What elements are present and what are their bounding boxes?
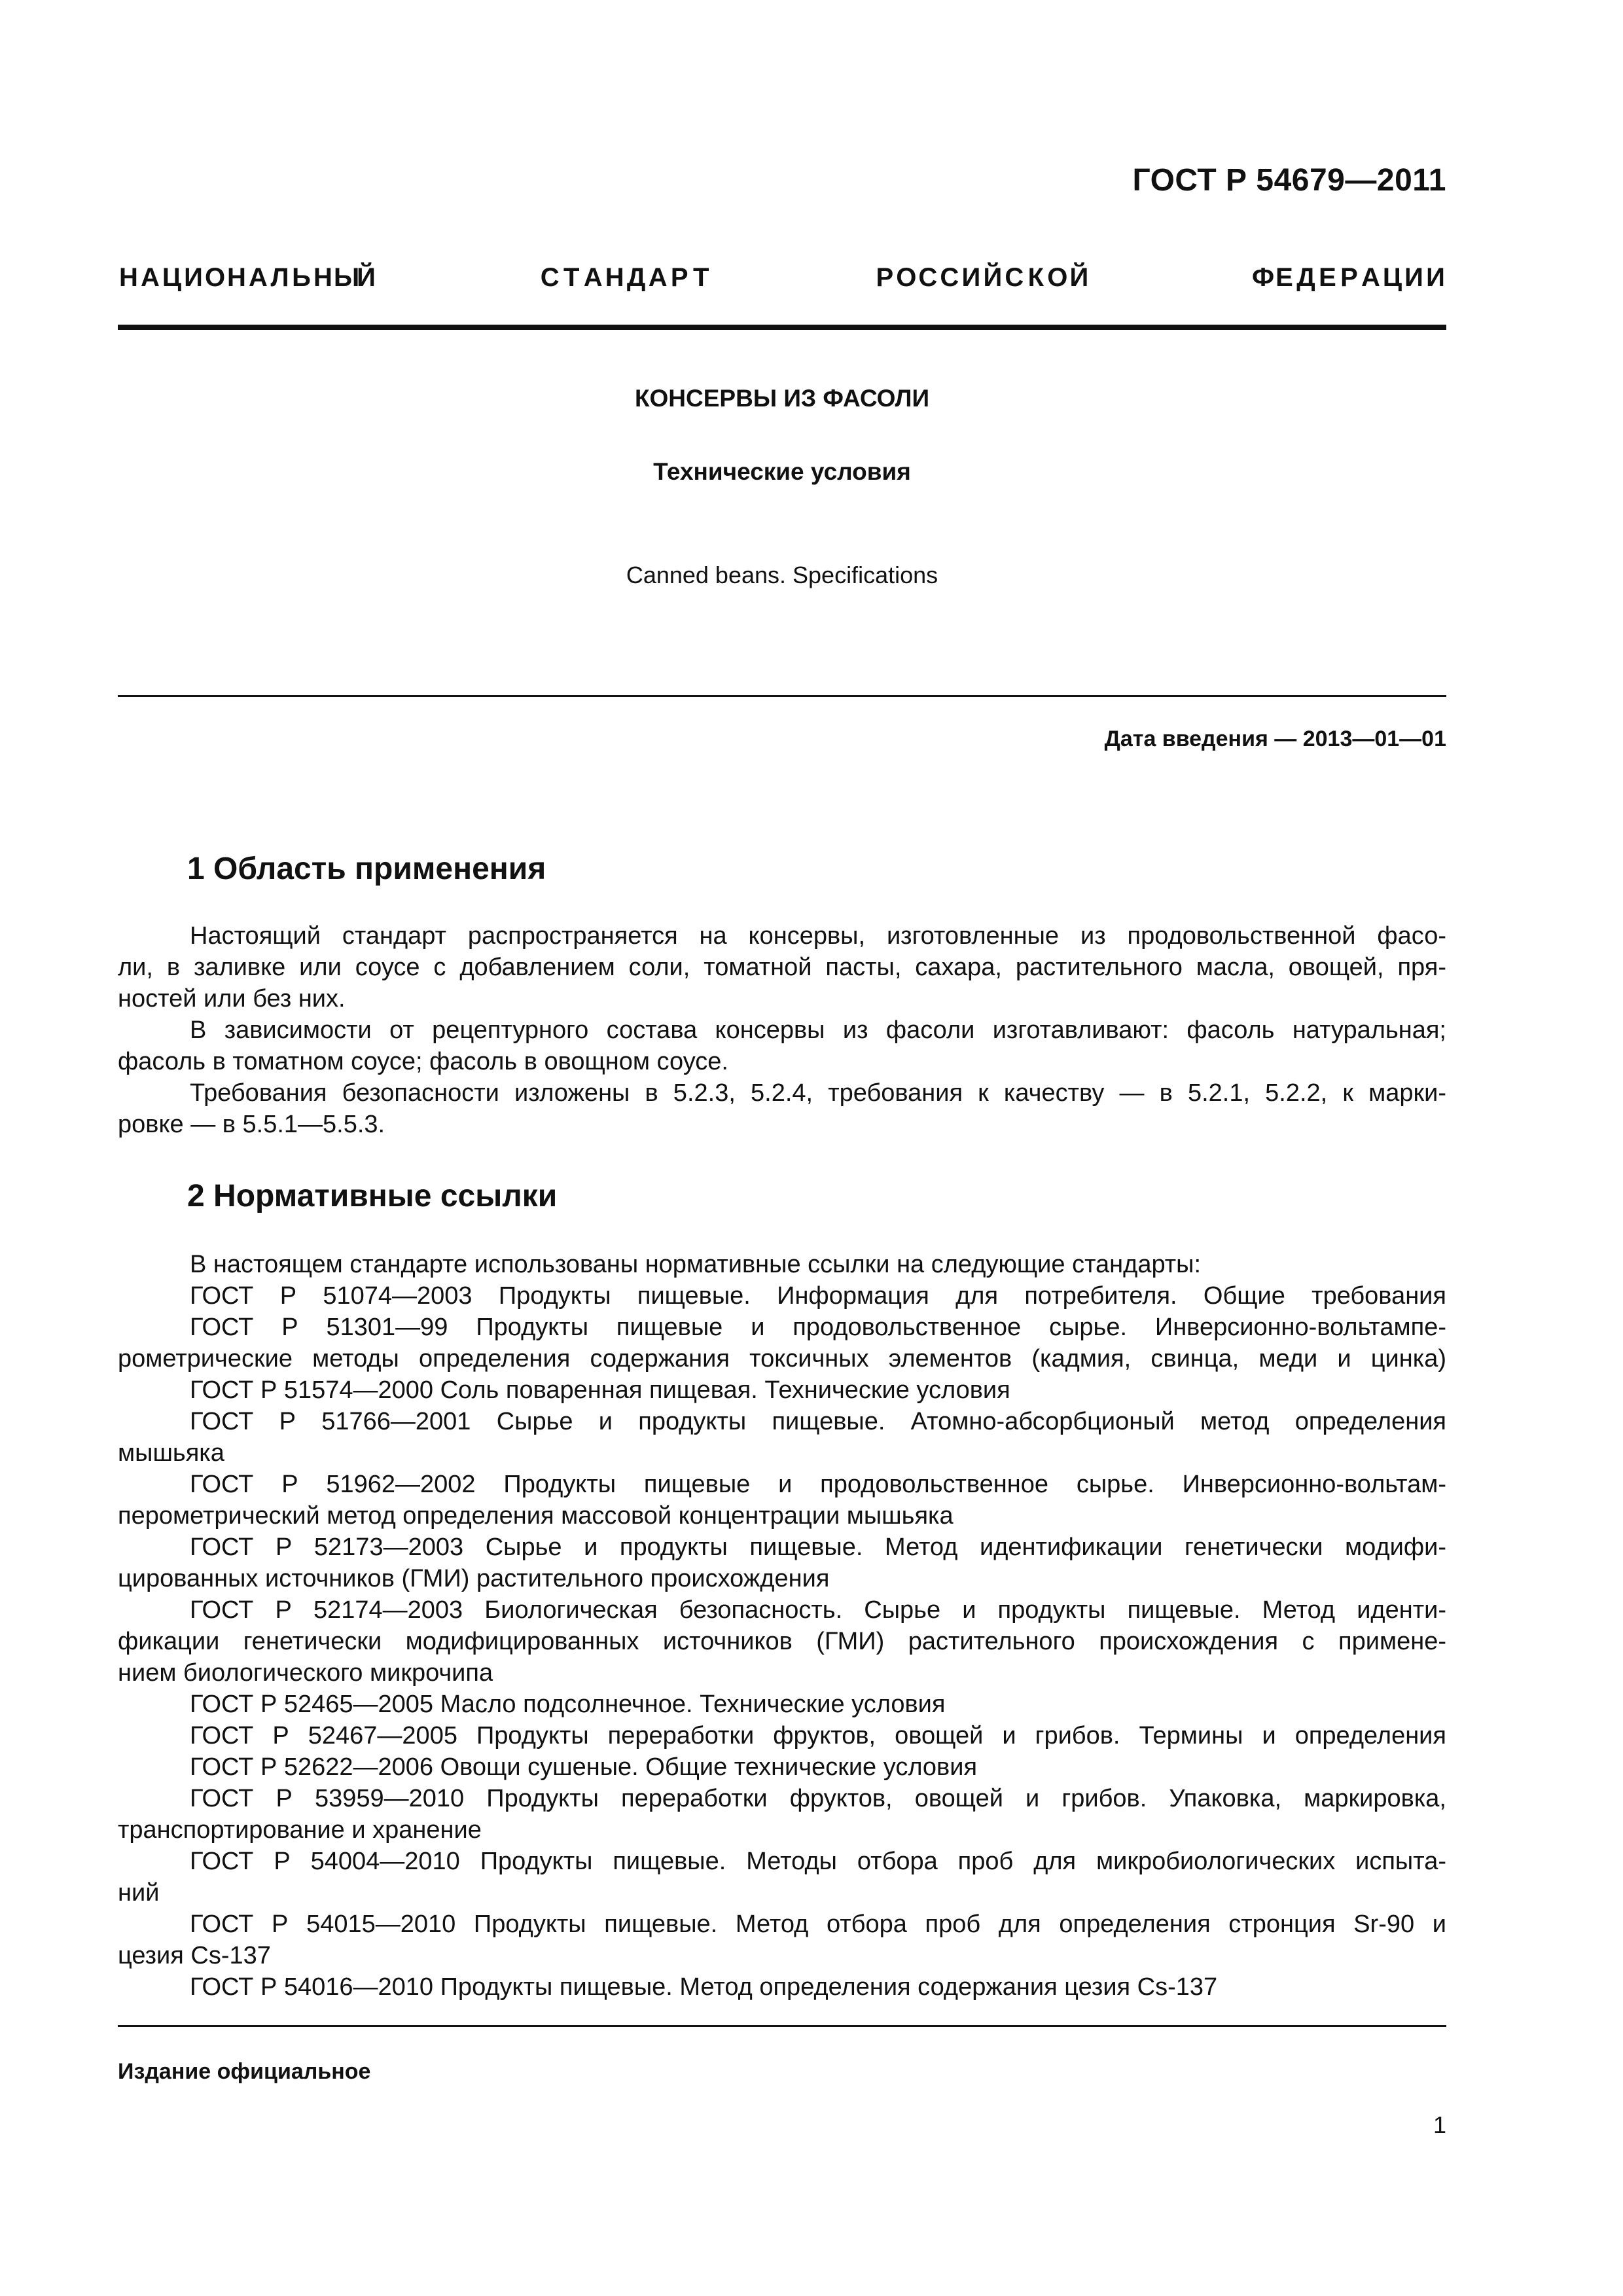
header-letter: Н <box>119 263 138 292</box>
reference-line: ГОСТ Р 52465—2005 Масло подсолнечное. Технические условия <box>190 1691 946 1718</box>
document-subtitle: Технические условия <box>653 458 911 485</box>
header-letter: Ы <box>334 263 360 292</box>
reference-line: мышьяка <box>118 1439 224 1467</box>
reference-line: ний <box>118 1879 160 1907</box>
text-line: Требования безопасности изложены в 5.2.3, 5.2.4, требования к качеству — в 5.2.1, 5.2.2, к марки- <box>190 1079 1446 1107</box>
header-letter: И <box>184 263 203 292</box>
reference-line: ГОСТ Р 51766—2001 Сырье и продукты пищевые. Атомно-абсорбционый метод определения <box>190 1408 1446 1435</box>
header-divider <box>118 325 1446 330</box>
national-standard-header <box>118 263 1446 293</box>
text-line: фасоль в томатном соусе; фасоль в овощном соусе. <box>118 1048 728 1075</box>
header-letter: Ц <box>1382 263 1402 292</box>
header-letter: Ф <box>1251 263 1275 292</box>
reference-line: ГОСТ Р 52173—2003 Сырье и продукты пищевые. Метод идентификации генетически модифи- <box>190 1534 1446 1561</box>
footer-divider <box>118 2025 1446 2027</box>
header-letter: И <box>1404 263 1423 292</box>
reference-line: транспортирование и хранение <box>118 1816 482 1844</box>
text-line: ровке — в 5.5.1—5.5.3. <box>118 1111 385 1138</box>
reference-line: перометрический метод определения массовой концентрации мышьяка <box>118 1502 954 1530</box>
header-letter: Е <box>1275 263 1293 292</box>
reference-line: ГОСТ Р 53959—2010 Продукты переработки фруктов, овощей и грибов. Упаковка, маркировка, <box>190 1785 1446 1812</box>
text-line: Настоящий стандарт распространяется на консервы, изготовленные из продовольственной фасо- <box>190 922 1446 950</box>
header-letter: Д <box>626 263 646 292</box>
header-letter: Й <box>1069 263 1089 292</box>
header-letter: О <box>1047 263 1068 292</box>
section-references-text <box>118 1249 1446 2003</box>
header-letter: А <box>249 263 268 292</box>
reference-line: ГОСТ Р 51074—2003 Продукты пищевые. Информация для потребителя. Общие требования <box>190 1282 1446 1310</box>
header-letter: Й <box>357 263 376 292</box>
title-divider <box>118 695 1446 697</box>
document-title: КОНСЕРВЫ ИЗ ФАСОЛИ <box>634 385 930 412</box>
reference-line: цезия Cs-137 <box>118 1942 271 1969</box>
section-scope-text <box>118 920 1446 1140</box>
reference-line: ГОСТ Р 51962—2002 Продукты пищевые и продовольственное сырье. Инверсионно-вольтам- <box>190 1471 1446 1498</box>
header-letter: А <box>648 263 668 292</box>
header-letter: Л <box>270 263 289 292</box>
document-number: ГОСТ Р 54679—2011 <box>1132 163 1446 198</box>
reference-line: нием биологического микрочипа <box>118 1659 493 1687</box>
header-letter: Н <box>227 263 246 292</box>
text-line: В зависимости от рецептурного состава консервы из фасоли изготавливают: фасоль натуральная; <box>190 1016 1446 1044</box>
header-letter: А <box>583 263 603 292</box>
header-word <box>1252 263 1446 293</box>
header-letter: А <box>141 263 160 292</box>
header-letter: Т <box>692 263 709 292</box>
reference-line: ГОСТ Р 52622—2006 Овощи сушеные. Общие технические условия <box>190 1753 978 1781</box>
reference-line: ГОСТ Р 54016—2010 Продукты пищевые. Метод определения содержания цезия Cs-137 <box>190 1973 1218 2001</box>
document-page <box>118 0 1446 2296</box>
header-letter: К <box>1027 263 1044 292</box>
header-letter: Н <box>605 263 624 292</box>
reference-line: ГОСТ Р 52467—2005 Продукты переработки фруктов, овощей и грибов. Термины и определения <box>190 1722 1446 1749</box>
header-letter: И <box>961 263 981 292</box>
header-word <box>539 263 712 293</box>
header-letter: С <box>918 263 938 292</box>
header-letter: С <box>940 263 959 292</box>
header-letter: О <box>204 263 226 292</box>
reference-line: ГОСТ Р 51574—2000 Соль поваренная пищевая. Технические условия <box>190 1376 1010 1404</box>
text-line: В настоящем стандарте использованы нормативные ссылки на следующие стандарты: <box>190 1251 1202 1278</box>
reference-line: рометрические методы определения содержания токсичных элементов (кадмия, свинца, меди и цинка) <box>118 1345 1446 1372</box>
header-letter: Д <box>1296 263 1315 292</box>
english-title: Canned beans. Specifications <box>626 562 938 588</box>
header-letter: С <box>540 263 560 292</box>
page-number: 1 <box>1433 2111 1446 2138</box>
header-letter: Н <box>313 263 332 292</box>
header-letter: Р <box>876 263 894 292</box>
header-letter: Е <box>1319 263 1336 292</box>
header-letter: С <box>1005 263 1024 292</box>
text-line: ли, в заливке или соусе с добавлением соли, томатной пасты, сахара, растительного масла, овощей, пря- <box>118 954 1446 981</box>
header-word <box>874 263 1090 293</box>
header-letter: И <box>1426 263 1445 292</box>
header-letter: Р <box>1340 263 1358 292</box>
header-letter: А <box>1361 263 1380 292</box>
reference-line: ГОСТ Р 54015—2010 Продукты пищевые. Метод отбора проб для определения стронция Sr-90 и <box>190 1910 1446 1938</box>
reference-line: ГОСТ Р 52174—2003 Биологическая безопасность. Сырье и продукты пищевые. Метод иденти- <box>190 1596 1446 1624</box>
reference-line: ГОСТ Р 51301—99 Продукты пищевые и продовольственное сырье. Инверсионно-вольтампе- <box>190 1314 1446 1341</box>
header-letter: Т <box>563 263 580 292</box>
header-letter: О <box>896 263 917 292</box>
header-word <box>118 263 377 293</box>
reference-line: цированных источников (ГМИ) растительного происхождения <box>118 1565 830 1592</box>
reference-line: фикации генетически модифицированных источников (ГМИ) растительного происхождения с примене- <box>118 1628 1446 1655</box>
text-line: ностей или без них. <box>118 985 346 1013</box>
edition-label: Издание официальное <box>118 2059 371 2084</box>
header-letter: Ц <box>162 263 182 292</box>
header-letter: Р <box>670 263 688 292</box>
section-heading-references: 2 Нормативные ссылки <box>187 1179 558 1213</box>
header-letter: Ь <box>292 263 311 292</box>
header-letter: Й <box>983 263 1003 292</box>
reference-line: ГОСТ Р 54004—2010 Продукты пищевые. Методы отбора проб для микробиологических испыта- <box>190 1848 1446 1875</box>
section-heading-scope: 1 Область применения <box>187 852 546 886</box>
date-of-introduction: Дата введения — 2013—01—01 <box>1104 726 1446 751</box>
